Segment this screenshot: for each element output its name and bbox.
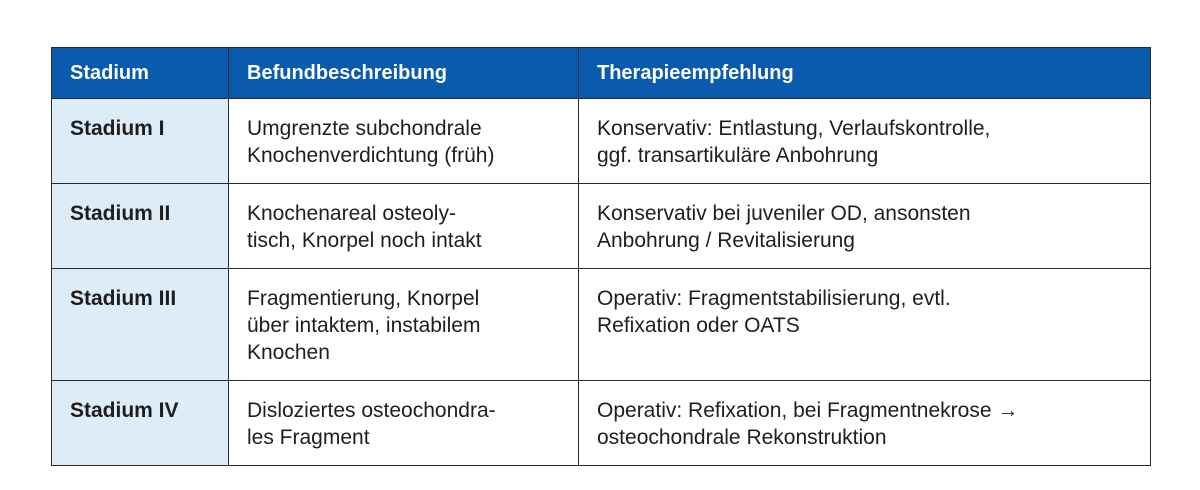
table-header [52, 48, 1151, 99]
table-row [52, 381, 1151, 466]
description-cell [229, 269, 579, 381]
description-line: Knochen [247, 341, 330, 364]
stage-cell: Stadium I [52, 99, 229, 184]
description-line: Knochenverdichtung (früh) [247, 144, 495, 167]
therapy-line: Anbohrung / Revitalisierung [597, 229, 855, 252]
description-line: Disloziertes osteochondra- [247, 399, 496, 422]
header-row [52, 48, 1151, 99]
therapy-line: Operativ: Refixation, bei Fragmentnekrose → [597, 399, 1019, 422]
therapy-cell [579, 381, 1151, 466]
description-line: über intaktem, instabilem [247, 314, 481, 337]
description-cell [229, 184, 579, 269]
description-line: tisch, Knorpel noch intakt [247, 229, 482, 252]
header-stadium: Stadium [52, 48, 229, 99]
table-row [52, 184, 1151, 269]
staging-table [51, 47, 1151, 466]
therapy-cell [579, 269, 1151, 381]
therapy-line: ggf. transartikuläre Anbohrung [597, 144, 879, 167]
description-line: Knochenareal osteoly- [247, 202, 456, 225]
therapy-line: Konservativ: Entlastung, Verlaufskontrolle, [597, 117, 991, 140]
description-line: les Fragment [247, 426, 370, 449]
therapy-line: osteochondrale Rekonstruktion [597, 426, 887, 449]
therapy-line: Refixation oder OATS [597, 314, 800, 337]
stage-cell: Stadium II [52, 184, 229, 269]
header-therapieempfehlung: Therapieempfehlung [579, 48, 1151, 99]
header-befundbeschreibung: Befundbeschreibung [229, 48, 579, 99]
therapy-cell [579, 184, 1151, 269]
table-row [52, 99, 1151, 184]
stage-cell: Stadium IV [52, 381, 229, 466]
description-cell [229, 99, 579, 184]
table-row [52, 269, 1151, 381]
table-body [52, 99, 1151, 466]
description-cell [229, 381, 579, 466]
description-line: Umgrenzte subchondrale [247, 117, 482, 140]
stage-cell: Stadium III [52, 269, 229, 381]
staging-table-container [51, 47, 1150, 466]
therapy-line: Konservativ bei juveniler OD, ansonsten [597, 202, 971, 225]
description-line: Fragmentierung, Knorpel [247, 287, 480, 310]
therapy-cell [579, 99, 1151, 184]
therapy-line: Operativ: Fragmentstabilisierung, evtl. [597, 287, 951, 310]
